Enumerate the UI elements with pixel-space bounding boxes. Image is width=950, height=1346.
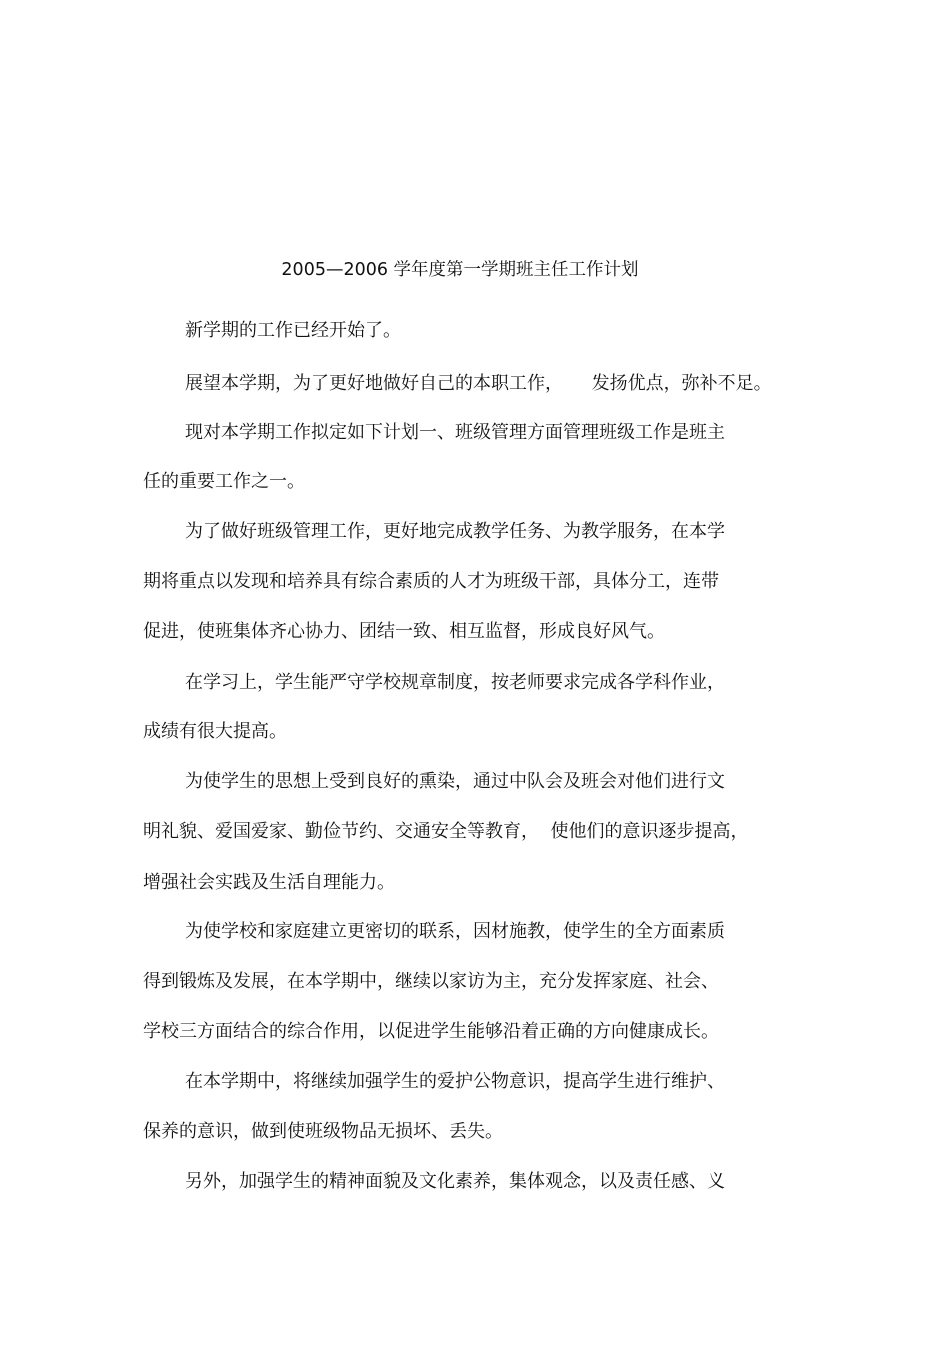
- paragraph-line: 保养的意识，做到使班级物品无损坏、丢失。: [143, 1121, 503, 1142]
- paragraph-line: 新学期的工作已经开始了。: [185, 320, 401, 341]
- paragraph-line: 学校三方面结合的综合作用，以促进学生能够沿着正确的方向健康成长。: [143, 1021, 719, 1042]
- paragraph-line: 促进，使班集体齐心协力、团结一致、相互监督，形成良好风气。: [143, 621, 665, 642]
- paragraph-line: 在本学期中，将继续加强学生的爱护公物意识，提高学生进行维护、: [185, 1071, 725, 1092]
- paragraph-line: 成绩有很大提高。: [143, 721, 287, 742]
- paragraph-line: 任的重要工作之一。: [143, 471, 305, 492]
- paragraph-line: 展望本学期，为了更好地做好自己的本职工作， 发扬优点，弥补不足。: [185, 373, 772, 394]
- paragraph-line: 期将重点以发现和培养具有综合素质的人才为班级干部，具体分工，连带: [143, 571, 719, 592]
- paragraph-line: 为使学校和家庭建立更密切的联系，因材施教，使学生的全方面素质: [185, 921, 725, 942]
- paragraph-line: 为使学生的思想上受到良好的熏染，通过中队会及班会对他们进行文: [185, 771, 725, 792]
- paragraph-line: 增强社会实践及生活自理能力。: [143, 872, 395, 893]
- paragraph-line: 得到锻炼及发展，在本学期中，继续以家访为主，充分发挥家庭、社会、: [143, 971, 719, 992]
- document-title: 2005—2006 学年度第一学期班主任工作计划: [281, 260, 639, 280]
- paragraph-line: 现对本学期工作拟定如下计划一、班级管理方面管理班级工作是班主: [185, 422, 725, 443]
- paragraph-line: 另外，加强学生的精神面貌及文化素养，集体观念，以及责任感、义: [185, 1171, 725, 1192]
- paragraph-line: 明礼貌、爱国爱家、勤俭节约、交通安全等教育， 使他们的意识逐步提高，: [143, 821, 749, 842]
- paragraph-line: 为了做好班级管理工作，更好地完成教学任务、为教学服务，在本学: [185, 521, 725, 542]
- paragraph-line: 在学习上，学生能严守学校规章制度，按老师要求完成各学科作业，: [185, 672, 725, 693]
